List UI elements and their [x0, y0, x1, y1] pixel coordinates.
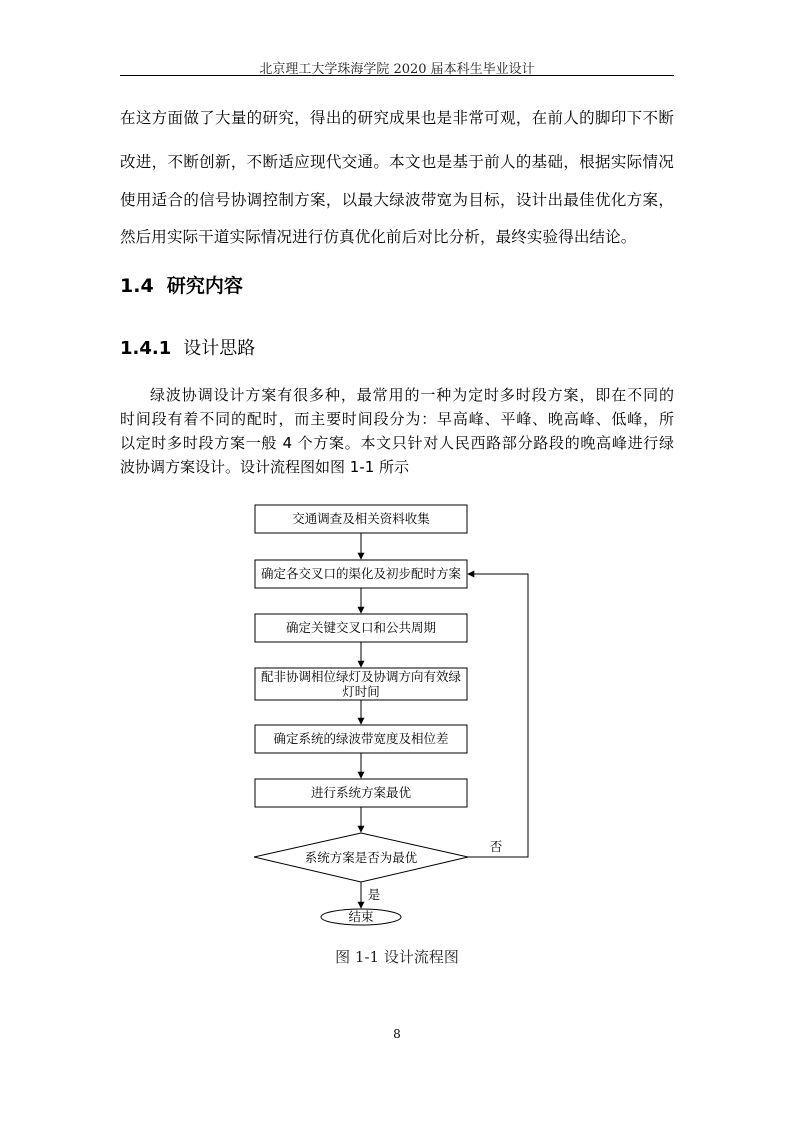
design-paragraph — [120, 383, 674, 479]
intro-line-4: 然后用实际干道实际情况进行仿真优化前后对比分析，最终实验得出结论。 — [120, 228, 637, 246]
flow-step-3: 确定关键交叉口和公共周期 — [285, 620, 437, 635]
intro-line-3: 使用适合的信号协调控制方案，以最大绿波带宽为目标，设计出最佳优化方案， — [120, 191, 674, 209]
flow-yes-label: 是 — [367, 887, 381, 902]
design-line-4: 波协调方案设计。设计流程图如图 1-1 所示 — [120, 458, 410, 476]
flow-step-6: 进行系统方案最优 — [310, 785, 412, 800]
flow-step-4b: 灯时间 — [342, 684, 380, 699]
subsection-number: 1.4.1 — [120, 338, 172, 359]
subsection-title: 设计思路 — [183, 338, 256, 359]
flow-step-4a: 配非协调相位绿灯及协调方向有效绿 — [260, 669, 462, 684]
subsection-heading — [120, 334, 255, 360]
flow-step-5: 确定系统的绿波带宽度及相位差 — [273, 731, 449, 746]
page-header: 北京理工大学珠海学院 2020 届本科生毕业设计 — [259, 62, 535, 77]
flow-arrow-no — [468, 574, 528, 857]
flow-end-label: 结束 — [348, 909, 374, 924]
flow-decision-label: 系统方案是否为最优 — [304, 850, 418, 865]
intro-line-1: 在这方面做了大量的研究，得出的研究成果也是非常可观，在前人的脚印下不断 — [120, 109, 674, 127]
header-rule — [120, 75, 674, 76]
flowchart-svg — [240, 495, 540, 935]
flow-no-label: 否 — [489, 839, 503, 854]
section-heading — [120, 271, 243, 298]
section-title: 研究内容 — [166, 275, 243, 297]
section-number: 1.4 — [120, 275, 154, 297]
figure-caption: 图 1-1 设计流程图 — [335, 948, 459, 966]
design-line-1: 绿波协调设计方案有很多种，最常用的一种为定时多时段方案，即在不同的 — [150, 386, 674, 404]
design-line-2: 时间段有着不同的配时，而主要时间段分为：早高峰、平峰、晚高峰、低峰，所 — [120, 410, 674, 428]
intro-line-2: 改进，不断创新，不断适应现代交通。本文也是基于前人的基础，根据实际情况 — [120, 153, 674, 171]
design-flowchart — [240, 495, 540, 935]
design-line-3: 以定时多时段方案一般 4 个方案。本文只针对人民西路部分路段的晚高峰进行绿 — [120, 434, 674, 452]
flow-step-2: 确定各交叉口的渠化及初步配时方案 — [260, 566, 462, 581]
flow-step-1: 交通调查及相关资料收集 — [292, 511, 430, 526]
page-number: 8 — [393, 1027, 401, 1041]
